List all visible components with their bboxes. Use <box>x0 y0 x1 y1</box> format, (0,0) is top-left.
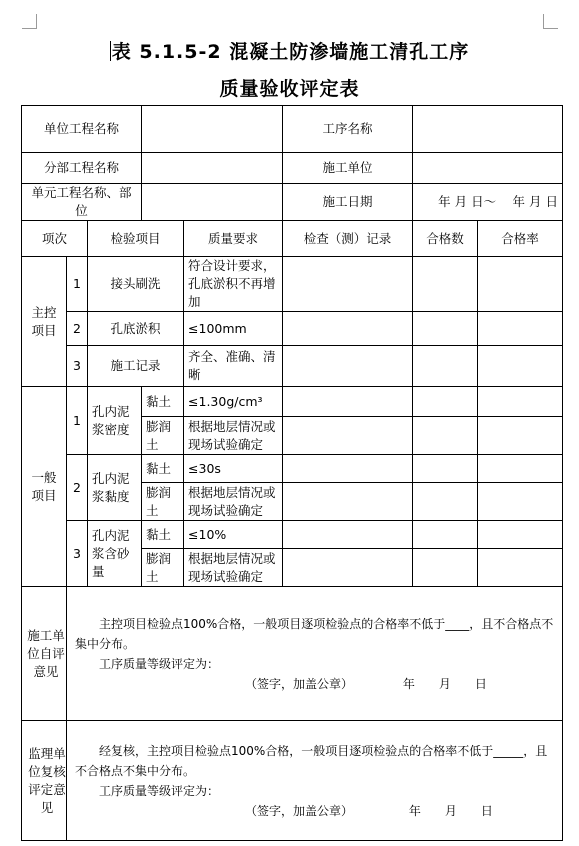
pass-rate-cell[interactable] <box>478 455 563 483</box>
pass-rate-cell[interactable] <box>478 312 563 346</box>
row-no: 1 <box>67 257 88 312</box>
record-cell[interactable] <box>283 483 413 521</box>
requirement: 根据地层情况或现场试验确定 <box>184 483 283 521</box>
requirement: ≤100mm <box>184 312 283 346</box>
column-header-row <box>22 221 563 257</box>
header-row-division <box>22 153 563 184</box>
pass-rate-cell[interactable] <box>478 417 563 455</box>
pass-count-cell[interactable] <box>413 483 478 521</box>
document-title-line2: 质量验收评定表 <box>219 78 360 100</box>
row-no: 3 <box>67 521 88 587</box>
supervisor-eval-label: 监理单位复核评定意见 <box>22 721 67 841</box>
record-cell[interactable] <box>283 521 413 549</box>
inspection-item: 施工记录 <box>88 346 184 387</box>
pass-count-cell[interactable] <box>413 417 478 455</box>
record-cell[interactable] <box>283 549 413 587</box>
col-pass-rate: 合格率 <box>478 221 563 257</box>
record-cell[interactable] <box>283 257 413 312</box>
division-label: 分部工程名称 <box>22 153 142 184</box>
requirement: ≤10% <box>184 521 283 549</box>
pass-count-cell[interactable] <box>413 387 478 417</box>
material-type: 黏土 <box>142 521 184 549</box>
construction-unit-value[interactable] <box>413 153 563 184</box>
inspection-item: 孔内泥浆含砂量 <box>88 521 142 587</box>
record-cell[interactable] <box>283 417 413 455</box>
pass-count-cell[interactable] <box>413 346 478 387</box>
signature-label: （签字，加盖公章） <box>245 676 354 691</box>
supervisor-eval-content[interactable] <box>67 721 563 841</box>
material-type: 膨润土 <box>142 483 184 521</box>
record-cell[interactable] <box>283 455 413 483</box>
row-no: 2 <box>67 312 88 346</box>
general-label: 一般项目 <box>22 387 67 587</box>
record-cell[interactable] <box>283 387 413 417</box>
signature-date: 年 月 日 <box>402 676 487 691</box>
pass-rate-cell[interactable] <box>478 483 563 521</box>
pass-count-cell[interactable] <box>413 312 478 346</box>
pass-count-cell[interactable] <box>413 455 478 483</box>
self-eval-content[interactable] <box>67 587 563 721</box>
row-no: 2 <box>67 455 88 521</box>
unit-project-value[interactable] <box>142 106 283 153</box>
table-row <box>22 387 563 417</box>
supervisor-eval-grade: 工序质量等级评定为： <box>99 783 220 798</box>
self-eval-label: 施工单位自评意见 <box>22 587 67 721</box>
self-eval-grade: 工序质量等级评定为： <box>99 656 220 671</box>
page-corner-mark-left <box>22 14 37 29</box>
material-type: 黏土 <box>142 387 184 417</box>
element-label: 单元工程名称、部位 <box>22 184 142 221</box>
pass-count-cell[interactable] <box>413 521 478 549</box>
requirement: ≤30s <box>184 455 283 483</box>
unit-project-label: 单位工程名称 <box>22 106 142 153</box>
requirement: 根据地层情况或现场试验确定 <box>184 549 283 587</box>
record-cell[interactable] <box>283 346 413 387</box>
table-row <box>22 521 563 549</box>
pass-rate-cell[interactable] <box>478 346 563 387</box>
self-eval-signature <box>75 674 556 694</box>
signature-date: 年 月 日 <box>408 803 493 818</box>
construction-date-value[interactable]: 年 月 日～ 年 月 日 <box>413 184 563 221</box>
process-name-value[interactable] <box>413 106 563 153</box>
division-value[interactable] <box>142 153 283 184</box>
pass-count-cell[interactable] <box>413 549 478 587</box>
col-inspection: 检验项目 <box>88 221 184 257</box>
requirement: 根据地层情况或现场试验确定 <box>184 417 283 455</box>
requirement: ≤1.30g/cm³ <box>184 387 283 417</box>
header-row-unit <box>22 106 563 153</box>
row-no: 3 <box>67 346 88 387</box>
material-type: 黏土 <box>142 455 184 483</box>
element-value[interactable] <box>142 184 283 221</box>
row-no: 1 <box>67 387 88 455</box>
header-row-element <box>22 184 563 221</box>
inspection-item: 孔内泥浆密度 <box>88 387 142 455</box>
pass-rate-cell[interactable] <box>478 257 563 312</box>
col-pass-count: 合格数 <box>413 221 478 257</box>
supervisor-eval-text: 经复核，主控项目检验点100%合格，一般项目逐项检验点的合格率不低于_____，且不合格点不集中分布。 <box>75 743 548 778</box>
supervisor-evaluation-row <box>22 721 563 841</box>
table-row <box>22 455 563 483</box>
pass-rate-cell[interactable] <box>478 387 563 417</box>
col-item: 项次 <box>22 221 88 257</box>
pass-count-cell[interactable] <box>413 257 478 312</box>
text-cursor <box>110 41 111 61</box>
table-row <box>22 312 563 346</box>
requirement: 符合设计要求，孔底淤积不再增加 <box>184 257 283 312</box>
inspection-item: 孔底淤积 <box>88 312 184 346</box>
document-title-line1: 表 5.1.5-2 混凝土防渗墙施工清孔工序 <box>111 41 470 63</box>
table-row <box>22 257 563 312</box>
pass-rate-cell[interactable] <box>478 521 563 549</box>
inspection-item: 接头刷洗 <box>88 257 184 312</box>
page-corner-mark-right <box>543 14 558 29</box>
record-cell[interactable] <box>283 312 413 346</box>
construction-unit-label: 施工单位 <box>283 153 413 184</box>
construction-date-label: 施工日期 <box>283 184 413 221</box>
inspection-item: 孔内泥浆黏度 <box>88 455 142 521</box>
col-requirement: 质量要求 <box>184 221 283 257</box>
acceptance-table <box>21 105 563 841</box>
process-name-label: 工序名称 <box>283 106 413 153</box>
signature-label: （签字，加盖公章） <box>245 803 354 818</box>
self-evaluation-row <box>22 587 563 721</box>
col-record: 检查（测）记录 <box>283 221 413 257</box>
main-control-label: 主控项目 <box>22 257 67 387</box>
pass-rate-cell[interactable] <box>478 549 563 587</box>
table-row <box>22 346 563 387</box>
material-type: 膨润土 <box>142 549 184 587</box>
self-eval-text: 主控项目检验点100%合格，一般项目逐项检验点的合格率不低于____，且不合格点不集中分布。 <box>75 616 554 651</box>
supervisor-eval-signature <box>75 801 556 821</box>
material-type: 膨润土 <box>142 417 184 455</box>
requirement: 齐全、准确、清晰 <box>184 346 283 387</box>
